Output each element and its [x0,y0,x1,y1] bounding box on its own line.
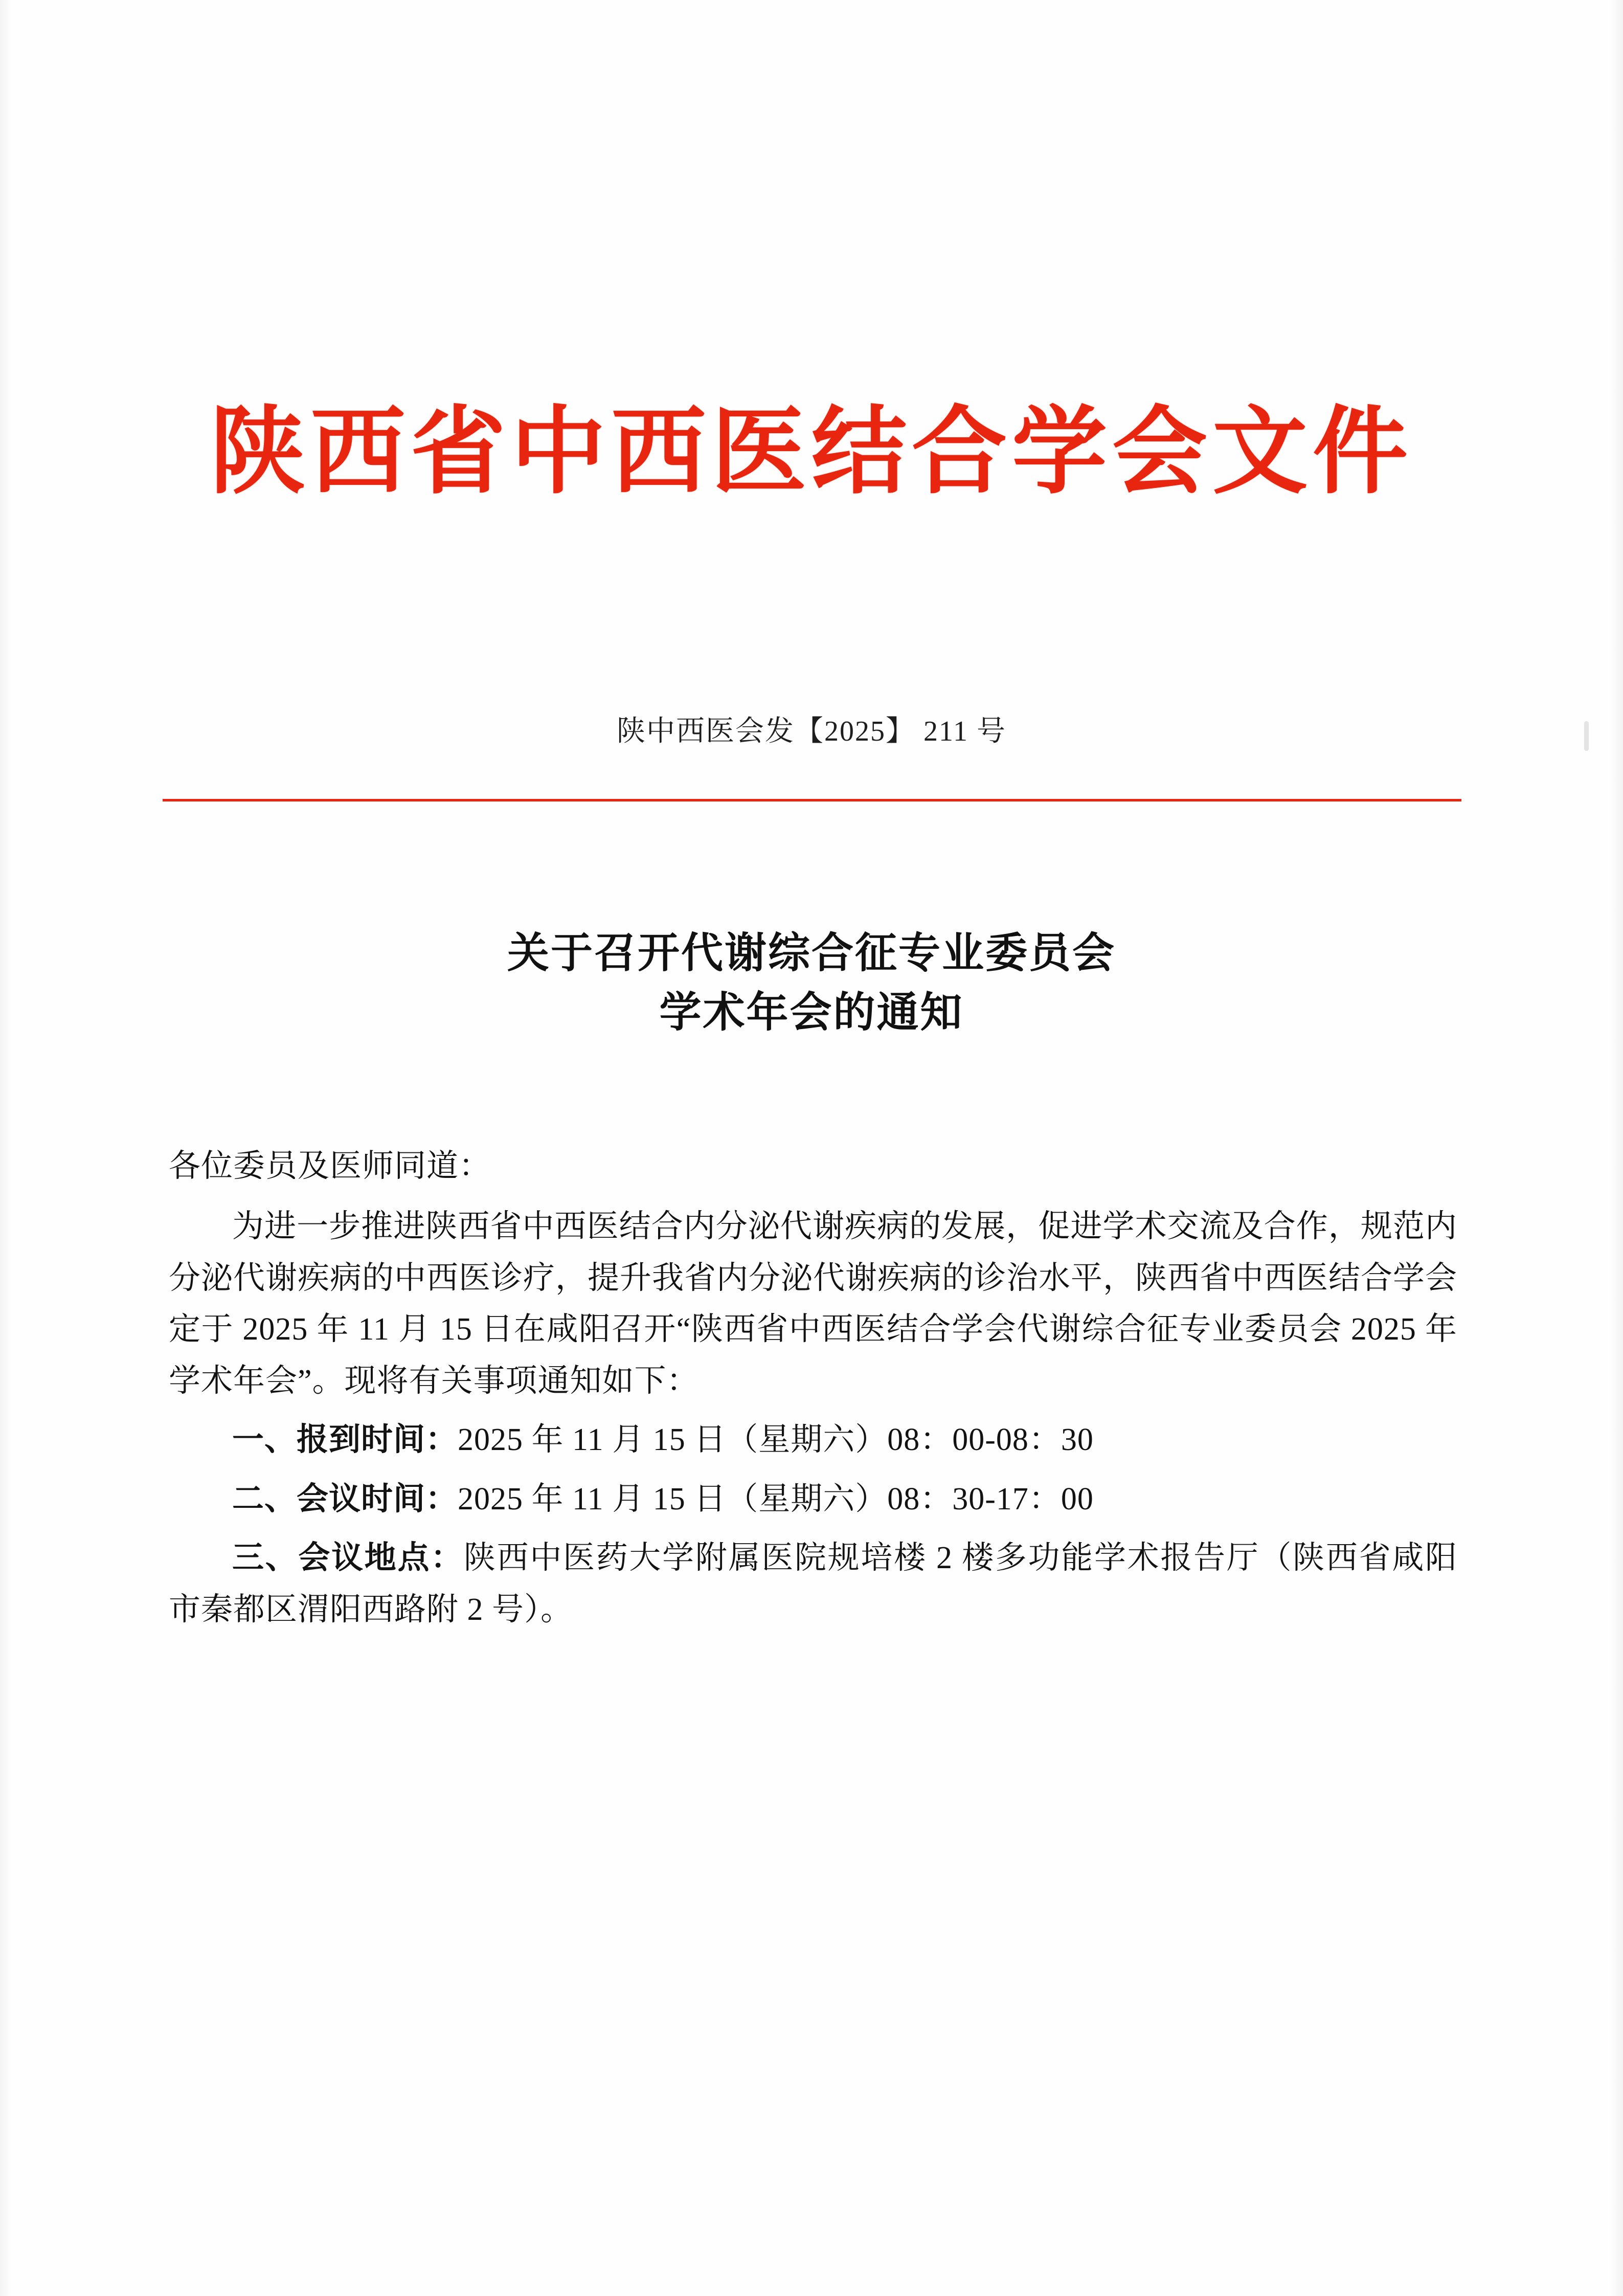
page-title [0,923,1623,1042]
body-paragraph-1: 为进一步推进陕西省中西医结合内分泌代谢疾病的发展，促进学术交流及合作，规范内分泌代谢疾病的中西医诊疗，提升我省内分泌代谢疾病的诊治水平，陕西省中西医结合学会定于 2025 年 11 月 15 日在咸阳召开“陕西省中西医结合学会代谢综合征专业委员会 2025 年学术年会”。现将有关事项通知如下： [169,1209,1458,1398]
list-item-value: 2025 年 11 月 15 日（星期六）08：00-08：30 [458,1422,1094,1458]
page-edge-shadow-right [1610,0,1623,2296]
document-body [169,1141,1457,1635]
list-item-value: 陕西中医药大学附属医院规培楼 2 楼多功能学术报告厅（陕西省咸阳市秦都区渭阳西路附 2 号）。 [169,1541,1457,1627]
list-item [169,1532,1457,1635]
list-item-label: 二、会议时间： [232,1479,458,1517]
list-item-label: 一、报到时间： [232,1420,458,1458]
salutation: 各位委员及医师同道： [169,1149,491,1184]
masthead-title: 陕西省中西医结合学会文件 [210,395,1413,507]
page-title-line-2: 学术年会的通知 [659,988,964,1037]
list-item-label: 三、会议地点： [232,1539,464,1576]
list-item [169,1414,1457,1465]
list-item [169,1473,1457,1525]
list-item-value: 2025 年 11 月 15 日（星期六）08：30-17：00 [458,1481,1094,1517]
page-title-line-1: 关于召开代谢综合征专业委员会 [507,928,1116,977]
page-edge-shadow-left [0,0,11,2296]
red-divider-rule [163,799,1461,801]
document-number: 陕中西医会发【2025】 211 号 [617,716,1006,747]
